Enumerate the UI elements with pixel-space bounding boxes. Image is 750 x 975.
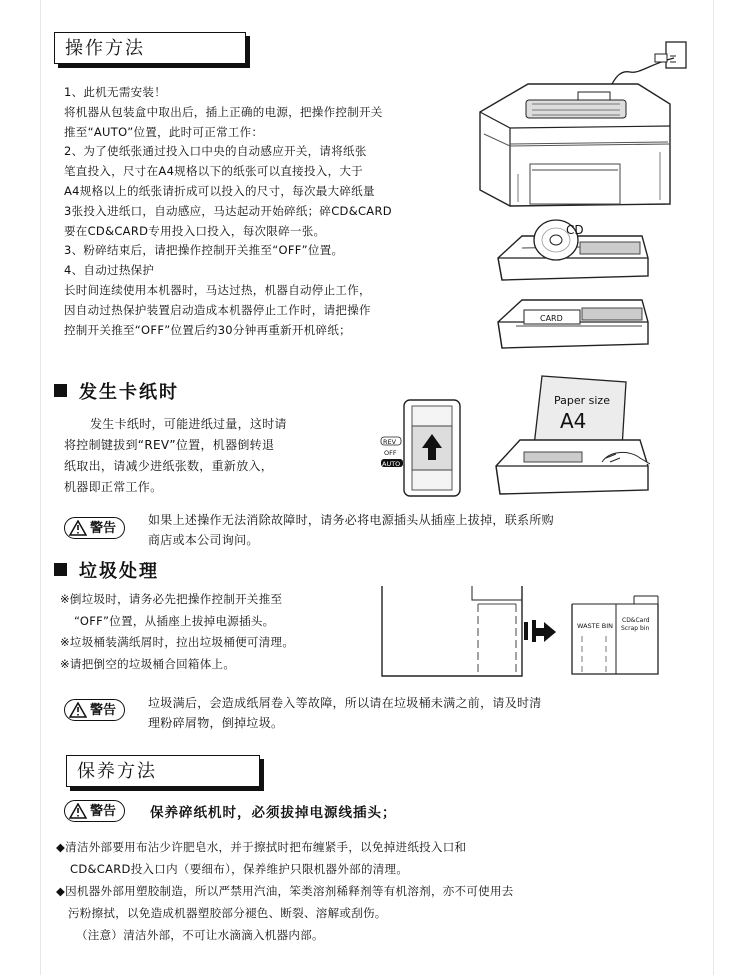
section-title-maintenance: 保养方法 — [66, 755, 260, 787]
text-line: 将控制键拔到“REV”位置，机器倒转退 — [64, 438, 275, 452]
warning-badge-text: 警告 — [90, 521, 117, 536]
maintenance-warning-text: 保养碎纸机时，必须拔掉电源线插头； — [150, 805, 397, 821]
cd-label: CD — [566, 223, 584, 237]
text-line: 商店或本公司询问。 — [148, 533, 259, 547]
warning-2-text — [148, 693, 542, 733]
text-line: 污粉擦拭，以免造成机器塑胶部分褪色、断裂、溶解或刮伤。 — [68, 906, 387, 920]
waste-bin-label: WASTE BIN — [577, 622, 614, 630]
shredder-plug-illustration — [470, 34, 710, 224]
warning-badge — [64, 517, 125, 539]
warning-badge — [64, 800, 125, 822]
paper-size-label: Paper size — [554, 394, 610, 407]
text-line: 长时间连续使用本机器时，马达过热，机器自动停止工作， — [64, 282, 371, 297]
text-line: 机器即正常工作。 — [64, 480, 163, 494]
text-line: ◆清洁外部要用布沾少许肥皂水，并于擦拭时把布缠紧手，以免掉进纸投入口和 — [56, 840, 467, 854]
text-line: CD&CARD投入口内（要细布），保养维护只限机器外部的清理。 — [70, 862, 409, 876]
maintenance-text — [56, 836, 514, 946]
warning-badge-text: 警告 — [90, 703, 117, 718]
card-label: CARD — [540, 314, 563, 323]
card-slot-illustration — [492, 296, 652, 358]
switch-label-rev: REV — [383, 438, 397, 446]
text-line: 3、粉碎结束后，请把操作控制开关推至“OFF”位置。 — [64, 243, 344, 258]
text-line: ※请把倒空的垃圾桶合回箱体上。 — [60, 656, 236, 671]
paper-a4-label: A4 — [560, 409, 587, 433]
warning-triangle-icon — [69, 702, 87, 718]
text-line: “OFF”位置，从插座上拔掉电源插头。 — [74, 613, 275, 628]
text-line: 纸取出，请减少进纸张数，重新放入， — [64, 459, 274, 473]
text-line: 如果上述操作无法消除故障时，请务必将电源插头从插座上拔掉，联系所购 — [148, 513, 554, 527]
warning-badge — [64, 699, 125, 721]
square-bullet-icon — [54, 563, 67, 576]
text-line: 1、此机无需安装！ — [64, 85, 167, 99]
cdcard-bin-label: CD&Card — [622, 617, 650, 624]
a4-paper-feed-illustration — [490, 372, 660, 500]
warning-triangle-icon — [69, 520, 87, 536]
text-line: 垃圾满后，会造成纸屑卷入等故障，所以请在垃圾桶未满之前，请及时清 — [148, 696, 542, 710]
section-title-waste — [54, 557, 159, 583]
scrap-bin-label: Scrap bin — [621, 625, 650, 632]
control-switch-illustration — [380, 396, 476, 500]
switch-label-off: OFF — [384, 449, 397, 457]
text-line: 要在CD&CARD专用投入口投入，每次限碎一张。 — [64, 223, 326, 238]
switch-label-auto: AUTO — [382, 460, 401, 468]
text-line: 将机器从包装盒中取出后，插上正确的电源，把操作控制开关 — [64, 104, 383, 119]
text-line: 发生卡纸时，可能进纸过量，这时请 — [90, 417, 287, 431]
warning-1-text — [148, 510, 554, 550]
cd-slot-illustration — [492, 218, 652, 290]
jam-text — [64, 414, 287, 498]
text-line: ※倒垃圾时，请务必先把操作控制开关推至 — [60, 592, 283, 606]
waste-bin-illustration — [372, 582, 662, 682]
square-bullet-icon — [54, 384, 67, 397]
section-title-jam — [54, 378, 179, 404]
section-title-waste-text: 垃圾处理 — [79, 561, 159, 582]
warning-badge-text: 警告 — [90, 804, 117, 819]
text-line: 3张投入进纸口，自动感应，马达起动开始碎纸；碎CD&CARD — [64, 203, 392, 218]
text-line: 控制开关推至“OFF”位置后约30分钟再重新开机碎纸； — [64, 322, 351, 337]
text-line: 4、自动过热保护 — [64, 263, 155, 278]
text-line: A4规格以上的纸张请折成可以投入的尺寸，每次最大碎纸量 — [64, 183, 375, 198]
warning-triangle-icon — [69, 803, 87, 819]
text-line: 因自动过热保护装置启动造成本机器停止工作时，请把操作 — [64, 302, 371, 317]
operation-text — [64, 83, 392, 340]
text-line: 理粉碎屑物，倒掉垃圾。 — [148, 716, 284, 730]
text-line: ※垃圾桶装满纸屑时，拉出垃圾桶便可清理。 — [60, 635, 295, 650]
text-line: 2、为了使纸张通过投入口中央的自动感应开关，请将纸张 — [64, 144, 367, 159]
section-title-jam-text: 发生卡纸时 — [79, 382, 179, 403]
section-title-operation: 操作方法 — [54, 32, 246, 64]
waste-text — [60, 589, 294, 675]
text-line: （注意）清洁外部，不可让水滴滴入机器内部。 — [76, 928, 324, 942]
text-line: 推至“AUTO”位置，此时可正常工作： — [64, 124, 264, 139]
text-line: 笔直投入，尺寸在A4规格以下的纸张可以直接投入，大于 — [64, 164, 363, 179]
text-line: ◆因机器外部用塑胶制造，所以严禁用汽油，笨类溶剂稀释剂等有机溶剂，亦不可使用去 — [56, 884, 514, 898]
